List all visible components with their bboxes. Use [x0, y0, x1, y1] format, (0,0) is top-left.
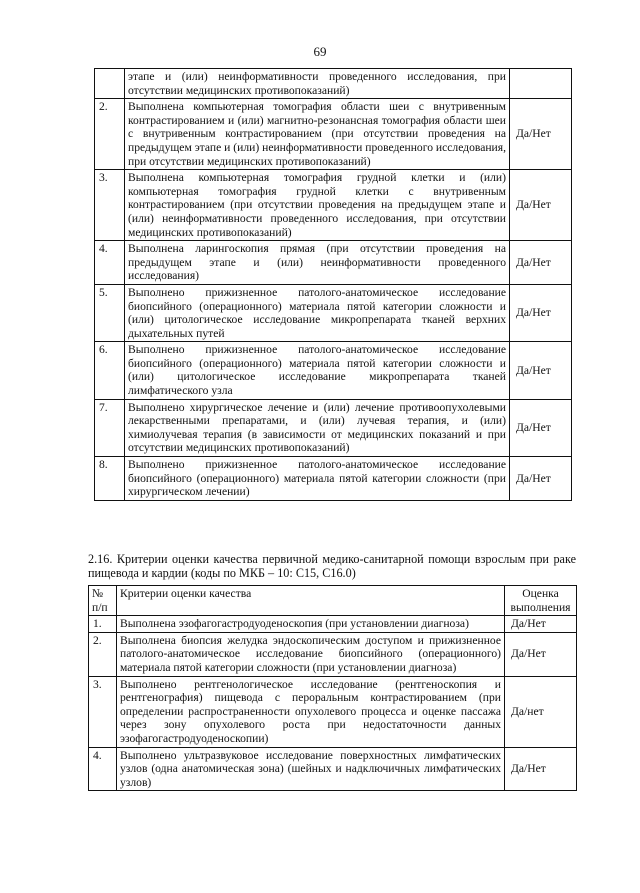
result-value [510, 69, 572, 99]
column-header-result: Оценка выполнения [505, 586, 577, 616]
result-value: Да/Нет [510, 284, 572, 341]
row-number: 2. [95, 99, 125, 170]
row-number: 1. [89, 616, 117, 633]
criteria-table-header [89, 586, 577, 616]
page-number: 69 [313, 44, 327, 59]
row-number: 5. [95, 284, 125, 341]
result-value: Да/Нет [505, 747, 577, 791]
row-number: 8. [95, 457, 125, 501]
criteria-table-body [89, 616, 577, 791]
result-value: Да/Нет [510, 457, 572, 501]
result-value: Да/Нет [505, 632, 577, 676]
table-row [89, 632, 577, 676]
result-value: Да/Нет [510, 241, 572, 285]
result-value: Да/Нет [510, 170, 572, 241]
row-number: 3. [95, 170, 125, 241]
section-caption: 2.16. Критерии оценки качества первичной медико-санитарной помощи взрослым при раке пищевода и кардии (коды по МКБ – 10: С15, С16.0) [88, 552, 576, 580]
criterion-text: Выполнено ультразвуковое исследование поверхностных лимфатических узлов (одна анатомическая зона) (шейных и надключичных лимфатических узлов) [117, 747, 505, 791]
table-row [95, 69, 572, 99]
table-row [89, 676, 577, 747]
table-row [95, 241, 572, 285]
row-number: 4. [95, 241, 125, 285]
result-value: Да/Нет [505, 616, 577, 633]
table-row [95, 170, 572, 241]
criteria-table-body [95, 69, 572, 501]
row-number: 7. [95, 399, 125, 456]
criteria-table-esophagus [88, 585, 577, 791]
criterion-text: Выполнено хирургическое лечение и (или) лечение противоопухолевыми лекарственными препаратами, и (или) лучевая терапия, и (или) химиолучевая терапия (в зависимости от медицинских показаний и при отсутствии медицинских противопоказаний) [125, 399, 510, 456]
criterion-text: Выполнено прижизненное патолого-анатомическое исследование биопсийного (операционного) материала пятой категории сложности (при хирургическом лечении) [125, 457, 510, 501]
criterion-text: Выполнена компьютерная томография грудной клетки и (или) компьютерная томография грудной клетки с внутривенным контрастированием (при отсутствии проведения на предыдущем этапе и (или) неинформативности проведенного исследования, при отсутствии медицинских противопоказаний) [125, 170, 510, 241]
criteria-table-continued [94, 68, 572, 501]
result-value: Да/Нет [510, 342, 572, 399]
table-row [89, 747, 577, 791]
criterion-text: Выполнено прижизненное патолого-анатомическое исследование биопсийного (операционного) материала пятой категории сложности и (или) цитологическое исследование микропрепарата тканей верхних дыхательных путей [125, 284, 510, 341]
table-row [95, 457, 572, 501]
row-number: 2. [89, 632, 117, 676]
criterion-text: Выполнено прижизненное патолого-анатомическое исследование биопсийного (операционного) материала пятой категории сложности и (или) цитологическое исследование микропрепарата тканей лимфатического узла [125, 342, 510, 399]
result-value: Да/нет [505, 676, 577, 747]
result-value: Да/Нет [510, 99, 572, 170]
criterion-text: Выполнена биопсия желудка эндоскопическим доступом и прижизненное патолого-анатомическое исследование биопсийного (операционного) материала пятой категории сложности (при установлении диагноза) [117, 632, 505, 676]
column-header-number: № п/п [89, 586, 117, 616]
criterion-text: Выполнена компьютерная томография области шеи с внутривенным контрастированием и (или) магнитно-резонансная томография области шеи с внутривенным контрастированием (при отсутствии проведения на предыдущем этапе и (или) неинформативности проведенного исследования, при отсутствии медицинских противопоказаний) [125, 99, 510, 170]
row-number: 3. [89, 676, 117, 747]
criterion-text: Выполнена эзофагогастродуоденоскопия (при установлении диагноза) [117, 616, 505, 633]
result-value: Да/Нет [510, 399, 572, 456]
row-number: 4. [89, 747, 117, 791]
column-header-criteria: Критерии оценки качества [117, 586, 505, 616]
criterion-text: Выполнена ларингоскопия прямая (при отсутствии проведения на предыдущем этапе и (или) неинформативности проведенного исследования) [125, 241, 510, 285]
row-number: 6. [95, 342, 125, 399]
table-row [95, 342, 572, 399]
criterion-text: этапе и (или) неинформативности проведенного исследования, при отсутствии медицинских противопоказаний) [125, 69, 510, 99]
table-row [95, 284, 572, 341]
table-row [95, 99, 572, 170]
row-number [95, 69, 125, 99]
table-row [95, 399, 572, 456]
table-row [89, 616, 577, 633]
criterion-text: Выполнено рентгенологическое исследование (рентгеноскопия и рентгенография) пищевода с пероральным контрастированием (при определении распространенности опухолевого процесса и оценке пассажа через зону опухолевого роста при недостаточности данных эзофагогастродуоденоскопии) [117, 676, 505, 747]
header-row [89, 586, 577, 616]
